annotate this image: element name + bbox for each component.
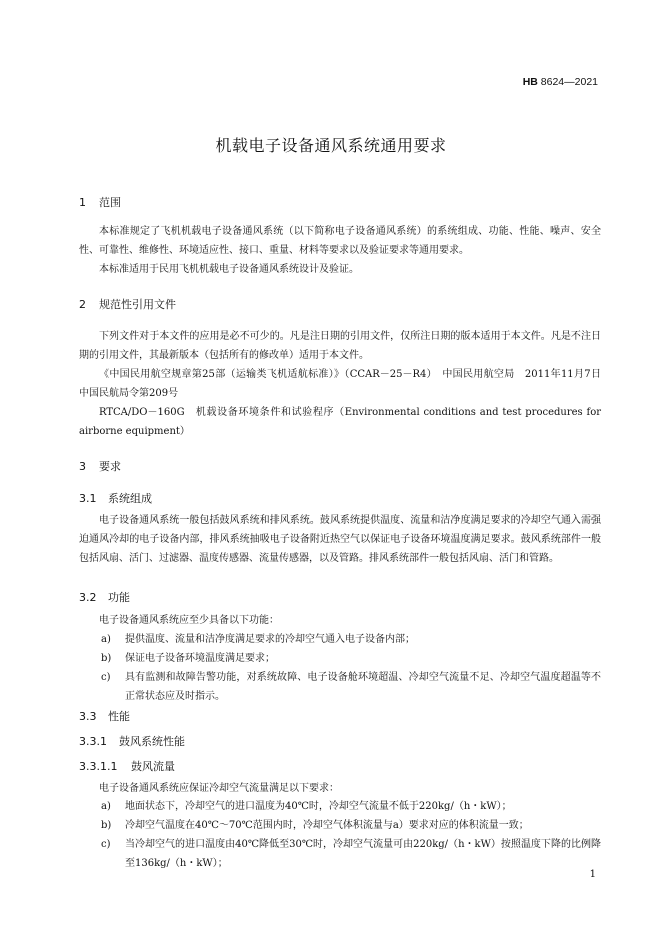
paragraph: 本标准规定了飞机机载电子设备通风系统（以下简称电子设备通风系统）的系统组成、功能、性能、噪声、安全性、可靠性、维修性、环境适应性、接口、重量、材料等要求以及验证要求等通用要求。 <box>79 226 601 256</box>
section-title: 功能 <box>108 591 130 604</box>
section-number: 3.3.1 <box>79 735 107 748</box>
standard-number <box>523 76 598 88</box>
section-title: 范围 <box>99 196 121 209</box>
section-title: 鼓风流量 <box>131 760 175 773</box>
section-title: 性能 <box>108 710 130 723</box>
paragraph: 本标准适用于民用飞机机载电子设备通风系统设计及验证。 <box>99 264 359 275</box>
paragraph: 电子设备通风系统应保证冷却空气流量满足以下要求： <box>99 783 339 794</box>
section-number: 3.1 <box>79 492 97 505</box>
list-item-text: 地面状态下，冷却空气的进口温度为40℃时，冷却空气流量不低于220kg/（h・kW）； <box>125 801 512 812</box>
list-item-text: 保证电子设备环境温度满足要求； <box>125 653 275 664</box>
section-heading-3-3-1-1 <box>79 758 175 774</box>
section-title: 系统组成 <box>108 492 152 505</box>
reference-do160g: RTCA/DO－160G 机载设备环境条件和试验程序（Environmental conditions and test procedures for airborne equipment） <box>79 407 601 437</box>
reference-ccar: 《中国民用航空规章第25部（运输类飞机适航标准）》（CCAR－25－R4） 中国民用航空局 2011年11月7日 中国民航局令第209号 <box>79 369 611 399</box>
list-marker: b) <box>101 820 112 831</box>
list-item-text: 具有监测和故障告警功能，对系统故障、电子设备舱环境超温、冷却空气流量不足、冷却空气温度超温等不正常状态应及时指示。 <box>125 672 601 702</box>
section-title: 鼓风系统性能 <box>119 735 185 748</box>
list-marker: c) <box>101 839 111 850</box>
section-heading-3-2 <box>79 589 130 605</box>
section-heading-3 <box>79 458 121 474</box>
list-item-text: 提供温度、流量和洁净度满足要求的冷却空气通入电子设备内部； <box>125 634 415 645</box>
section-number: 3.2 <box>79 591 97 604</box>
section-number: 3 <box>79 460 86 473</box>
section-title: 要求 <box>99 460 121 473</box>
list-item <box>79 797 601 816</box>
standard-prefix: HB <box>522 76 538 88</box>
section-heading-2 <box>79 296 176 312</box>
list-marker: a) <box>101 801 111 812</box>
function-list <box>79 630 601 706</box>
list-item <box>79 630 601 649</box>
page-number: 1 <box>589 869 596 880</box>
paragraph: 下列文件对于本文件的应用是必不可少的。凡是注日期的引用文件，仅所注日期的版本适用于本文件。凡是不注日期的引用文件，其最新版本（包括所有的修改单）适用于本文件。 <box>79 331 601 361</box>
section-heading-3-3 <box>79 708 130 724</box>
list-marker: b) <box>101 653 112 664</box>
section-number: 1 <box>79 196 86 209</box>
paragraph: 电子设备通风系统应至少具备以下功能： <box>99 615 279 626</box>
list-item-text: 当冷却空气的进口温度由40℃降低至30℃时，冷却空气流量可由220kg/（h・kW）按照温度下降的比例降至136kg/（h・kW）； <box>125 839 601 869</box>
section-title: 规范性引用文件 <box>99 298 176 311</box>
section-number: 3.3.1.1 <box>79 760 118 773</box>
section-heading-3-1 <box>79 490 152 506</box>
paragraph: 电子设备通风系统一般包括鼓风系统和排风系统。鼓风系统提供温度、流量和洁净度满足要求的冷却空气通入需强迫通风冷却的电子设备内部，排风系统抽吸电子设备附近热空气以保证电子设备环境温度满足要求。鼓风系统部件一般包括风扇、活门、过滤器、温度传感器、流量传感器，以及管路。排风系统部件一般包括风扇、活门和管路。 <box>79 515 601 564</box>
section-heading-3-3-1 <box>79 733 185 749</box>
list-marker: c) <box>101 672 111 683</box>
standard-code: 8624—2021 <box>540 76 598 88</box>
list-item <box>79 835 601 873</box>
section-heading-1 <box>79 194 121 210</box>
flow-requirement-list <box>79 797 601 873</box>
document-title: 机载电子设备通风系统通用要求 <box>215 136 447 155</box>
list-item <box>79 816 601 835</box>
section-number: 3.3 <box>79 710 97 723</box>
list-item <box>79 668 601 706</box>
list-item-text: 冷却空气温度在40℃～70℃范围内时，冷却空气体积流量与a）要求对应的体积流量一致； <box>125 820 529 831</box>
section-number: 2 <box>79 298 86 311</box>
list-item <box>79 649 601 668</box>
list-marker: a) <box>101 634 111 645</box>
